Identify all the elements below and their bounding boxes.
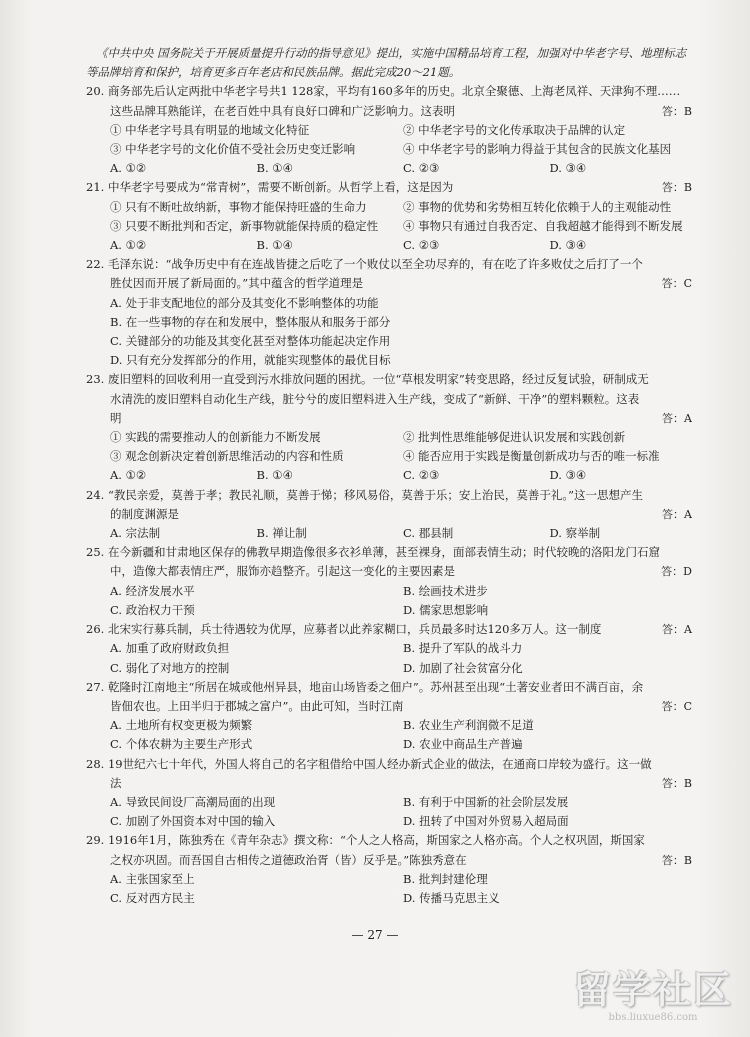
statement-item: ④ 中华老字号的影响力得益于其包含的民族文化基因 [403, 142, 672, 157]
option-item: B. 农业生产利润微不足道 [403, 718, 534, 733]
question-24 [86, 486, 696, 544]
option-row [86, 735, 696, 754]
question-stem-line: 28. 19世纪六七十年代，外国人将自己的名字租借给中国人经办新式企业的做法，在通商口岸较为盛行。这一做 [86, 756, 652, 771]
question-stem-line: 24. “教民亲爱，莫善于孝；教民礼顺，莫善于悌；移风易俗，莫善于乐；安上治民，莫善于礼。”这一思想产生 [86, 487, 643, 502]
choice-item: B. ①④ [256, 468, 293, 483]
statement-item: ② 批判性思维能够促进认识发展和实践创新 [403, 430, 626, 445]
option-item: D. 扭转了中国对外贸易入超局面 [403, 814, 569, 829]
option-item: D. 农业中商品生产普遍 [403, 737, 523, 752]
option-row [86, 812, 696, 831]
option-item: A. 经济发展水平 [110, 583, 195, 598]
question-29 [86, 831, 696, 908]
statement-item: ③ 中华老字号的文化价值不受社会历史变迁影响 [110, 142, 356, 157]
option-row [86, 601, 696, 620]
question-stem-line: 这些品牌耳熟能详，在老百姓中具有良好口碑和广泛影响力。这表明 [110, 103, 455, 118]
material-intro: 《中共中央 国务院关于开展质量提升行动的指导意见》提出，实施中国精品培育工程，加强对中华老字号、地理标志等品牌培育和保护，培育更多百年老店和民族品牌。据此完成20～21题。 [86, 46, 687, 80]
page-number: — 27 — [351, 928, 399, 942]
option-row [86, 793, 696, 812]
question-stem-line: 水清洗的废旧塑料自动化生产线，脏兮兮的废旧塑料进入生产线，变成了“新鲜、干净”的塑料颗粒。这表 [110, 391, 640, 406]
choice-row [86, 159, 696, 178]
choice-item: C. ②③ [403, 468, 440, 483]
statement-row [86, 121, 696, 140]
question-stem-line: 的制度渊源是 [110, 506, 179, 521]
question-22 [86, 255, 696, 370]
option-row [86, 639, 696, 658]
question-stem-line: 29. 1916年1月，陈独秀在《青年杂志》撰文称：“个人之人格高，斯国家之人格亦高。个人之权巩固，斯国家 [86, 833, 645, 848]
option-item: A. 加重了政府财政负担 [110, 641, 230, 656]
option-item: C. 个体农耕为主要生产形式 [110, 737, 253, 752]
question-stem-line: 26. 北宋实行募兵制，兵士待遇较为优厚，应募者以此养家糊口，兵员最多时达120多万人。这一制度 [86, 622, 602, 637]
answer-label: 答：A [662, 411, 692, 425]
watermark-title: 留学社区 [572, 967, 733, 1012]
choice-item: A. ①② [110, 468, 147, 483]
option-item: B. 有利于中国新的社会阶层发展 [403, 794, 569, 809]
option-item: B. 提升了军队的战斗力 [403, 641, 523, 656]
statement-item: ④ 能否应用于实践是衡量创新成功与否的唯一标准 [403, 449, 660, 464]
choice-item: D. ③④ [549, 161, 587, 176]
statement-row [86, 428, 696, 447]
option-item: C. 加剧了外国资本对中国的输入 [110, 814, 276, 829]
option-item: D. 加剧了社会贫富分化 [403, 660, 523, 675]
option-item: C. 政治权力干预 [110, 602, 195, 617]
answer-label: 答：B [661, 181, 692, 195]
choice-item: D. ③④ [549, 468, 587, 483]
statement-item: ① 实践的需要推动人的创新能力不断发展 [110, 430, 321, 445]
choice-item: B. ①④ [256, 161, 293, 176]
option-item: A. 导致民间设厂高潮局面的出现 [110, 794, 276, 809]
question-stem-line: 明 [110, 410, 122, 425]
option-item: B. 绘画技术进步 [403, 583, 488, 598]
option-item: B. 批判封建伦理 [403, 871, 488, 886]
question-21 [86, 178, 696, 255]
answer-label: 答：D [661, 565, 692, 579]
question-23 [86, 370, 696, 485]
option-item: A. 处于非支配地位的部分及其变化不影响整体的功能 [110, 295, 379, 310]
choice-item: C. 郡县制 [403, 526, 454, 541]
choice-row [86, 524, 696, 543]
watermark-logo [568, 968, 738, 1030]
option-item: C. 反对西方民主 [110, 890, 195, 905]
question-stem-line: 27. 乾隆时江南地主“所居在城或他州异县，地亩山场皆委之佃户”。苏州甚至出现“土著安业者田不满百亩，余 [86, 679, 644, 694]
statement-row [86, 447, 696, 466]
answer-label: 答：A [662, 507, 692, 521]
answer-label: 答：B [661, 853, 692, 867]
question-stem-line: 法 [110, 775, 122, 790]
choice-item: D. ③④ [549, 238, 587, 253]
choice-item: A. 宗法制 [110, 526, 161, 541]
option-row [86, 716, 696, 735]
question-stem-line: 胜仗因而开展了新局面的。”其中蕴含的哲学道理是 [110, 276, 364, 291]
question-stem-line: 皆佃农也。上田半归于郡城之富户”。由此可知，当时江南 [110, 698, 404, 713]
option-item: C. 弱化了对地方的控制 [110, 660, 230, 675]
question-27 [86, 678, 696, 755]
question-stem-line: 25. 在今新疆和甘肃地区保存的佛教早期造像很多衣衫单薄，甚至裸身，面部表情生动；时代较晚的洛阳龙门石窟 [86, 545, 660, 560]
answer-label: 答：A [662, 623, 692, 637]
answer-label: 答：C [661, 277, 692, 291]
option-row [86, 889, 696, 908]
statement-row [86, 198, 696, 217]
question-20 [86, 82, 696, 178]
answer-label: 答：B [661, 776, 692, 790]
statement-item: ① 只有不断吐故纳新，事物才能保持旺盛的生命力 [110, 199, 367, 214]
question-stem-line: 中，造像大都表情庄严，服饰亦趋整齐。引起这一变化的主要因素是 [110, 564, 455, 579]
watermark-url: bbs.liuxue86.com [608, 1012, 698, 1023]
statement-item: ② 中华老字号的文化传承取决于品牌的认定 [403, 122, 626, 137]
choice-row [86, 236, 696, 255]
statement-item: ③ 观念创新决定着创新思维活动的内容和性质 [110, 449, 344, 464]
question-stem-line: 21. 中华老字号要成为“常青树”，需要不断创新。从哲学上看，这是因为 [86, 180, 454, 195]
option-item: A. 土地所有权变更极为频繁 [110, 718, 253, 733]
question-stem-line: 22. 毛泽东说：“战争历史中有在连战皆捷之后吃了一个败仗以至全功尽弃的，有在吃了许多败仗之后打了一个 [86, 257, 643, 272]
statement-item: ④ 事物只有通过自我否定、自我超越才能得到不断发展 [403, 218, 683, 233]
choice-item: D. 察举制 [549, 526, 601, 541]
option-item: C. 关键部分的功能及其变化甚至对整体功能起决定作用 [110, 334, 391, 349]
choice-item: B. 禅让制 [256, 526, 307, 541]
choice-item: C. ②③ [403, 161, 440, 176]
option-item: D. 儒家思想影响 [403, 602, 489, 617]
statement-item: ① 中华老字号具有明显的地域文化特征 [110, 122, 310, 137]
choice-item: A. ①② [110, 161, 147, 176]
answer-label: 答：C [661, 699, 692, 713]
option-row [86, 659, 696, 678]
statement-row [86, 140, 696, 159]
choice-item: C. ②③ [403, 238, 440, 253]
question-stem-line: 20. 商务部先后认定两批中华老字号共1 128家，平均有160多年的历史。北京全聚德、上海老凤祥、天津狗不理…… [86, 84, 681, 99]
statement-item: ② 事物的优势和劣势相互转化依赖于人的主观能动性 [403, 199, 672, 214]
question-stem-line: 之权亦巩固。而吾国自古相传之道德政治胥（皆）反乎是。”陈独秀意在 [110, 852, 467, 867]
statement-item: ③ 只要不断批判和否定，新事物就能保持质的稳定性 [110, 218, 379, 233]
choice-row [86, 466, 696, 485]
answer-label: 答：B [661, 104, 692, 118]
question-26 [86, 620, 696, 678]
choice-item: B. ①④ [256, 238, 293, 253]
question-25 [86, 543, 696, 620]
statement-row [86, 217, 696, 236]
question-28 [86, 755, 696, 832]
option-item: B. 在一些事物的存在和发展中，整体服从和服务于部分 [110, 314, 391, 329]
option-item: A. 主张国家至上 [110, 871, 195, 886]
option-item: D. 只有充分发挥部分的作用，就能实现整体的最优目标 [110, 353, 391, 368]
option-item: D. 传播马克思主义 [403, 890, 500, 905]
option-row [86, 870, 696, 889]
page-content [86, 44, 696, 908]
choice-item: A. ①② [110, 238, 147, 253]
option-row [86, 582, 696, 601]
question-stem-line: 23. 废旧塑料的回收利用一直受到污水排放问题的困扰。一位“草根发明家”转变思路，经过反复试验，研制成无 [86, 372, 649, 387]
